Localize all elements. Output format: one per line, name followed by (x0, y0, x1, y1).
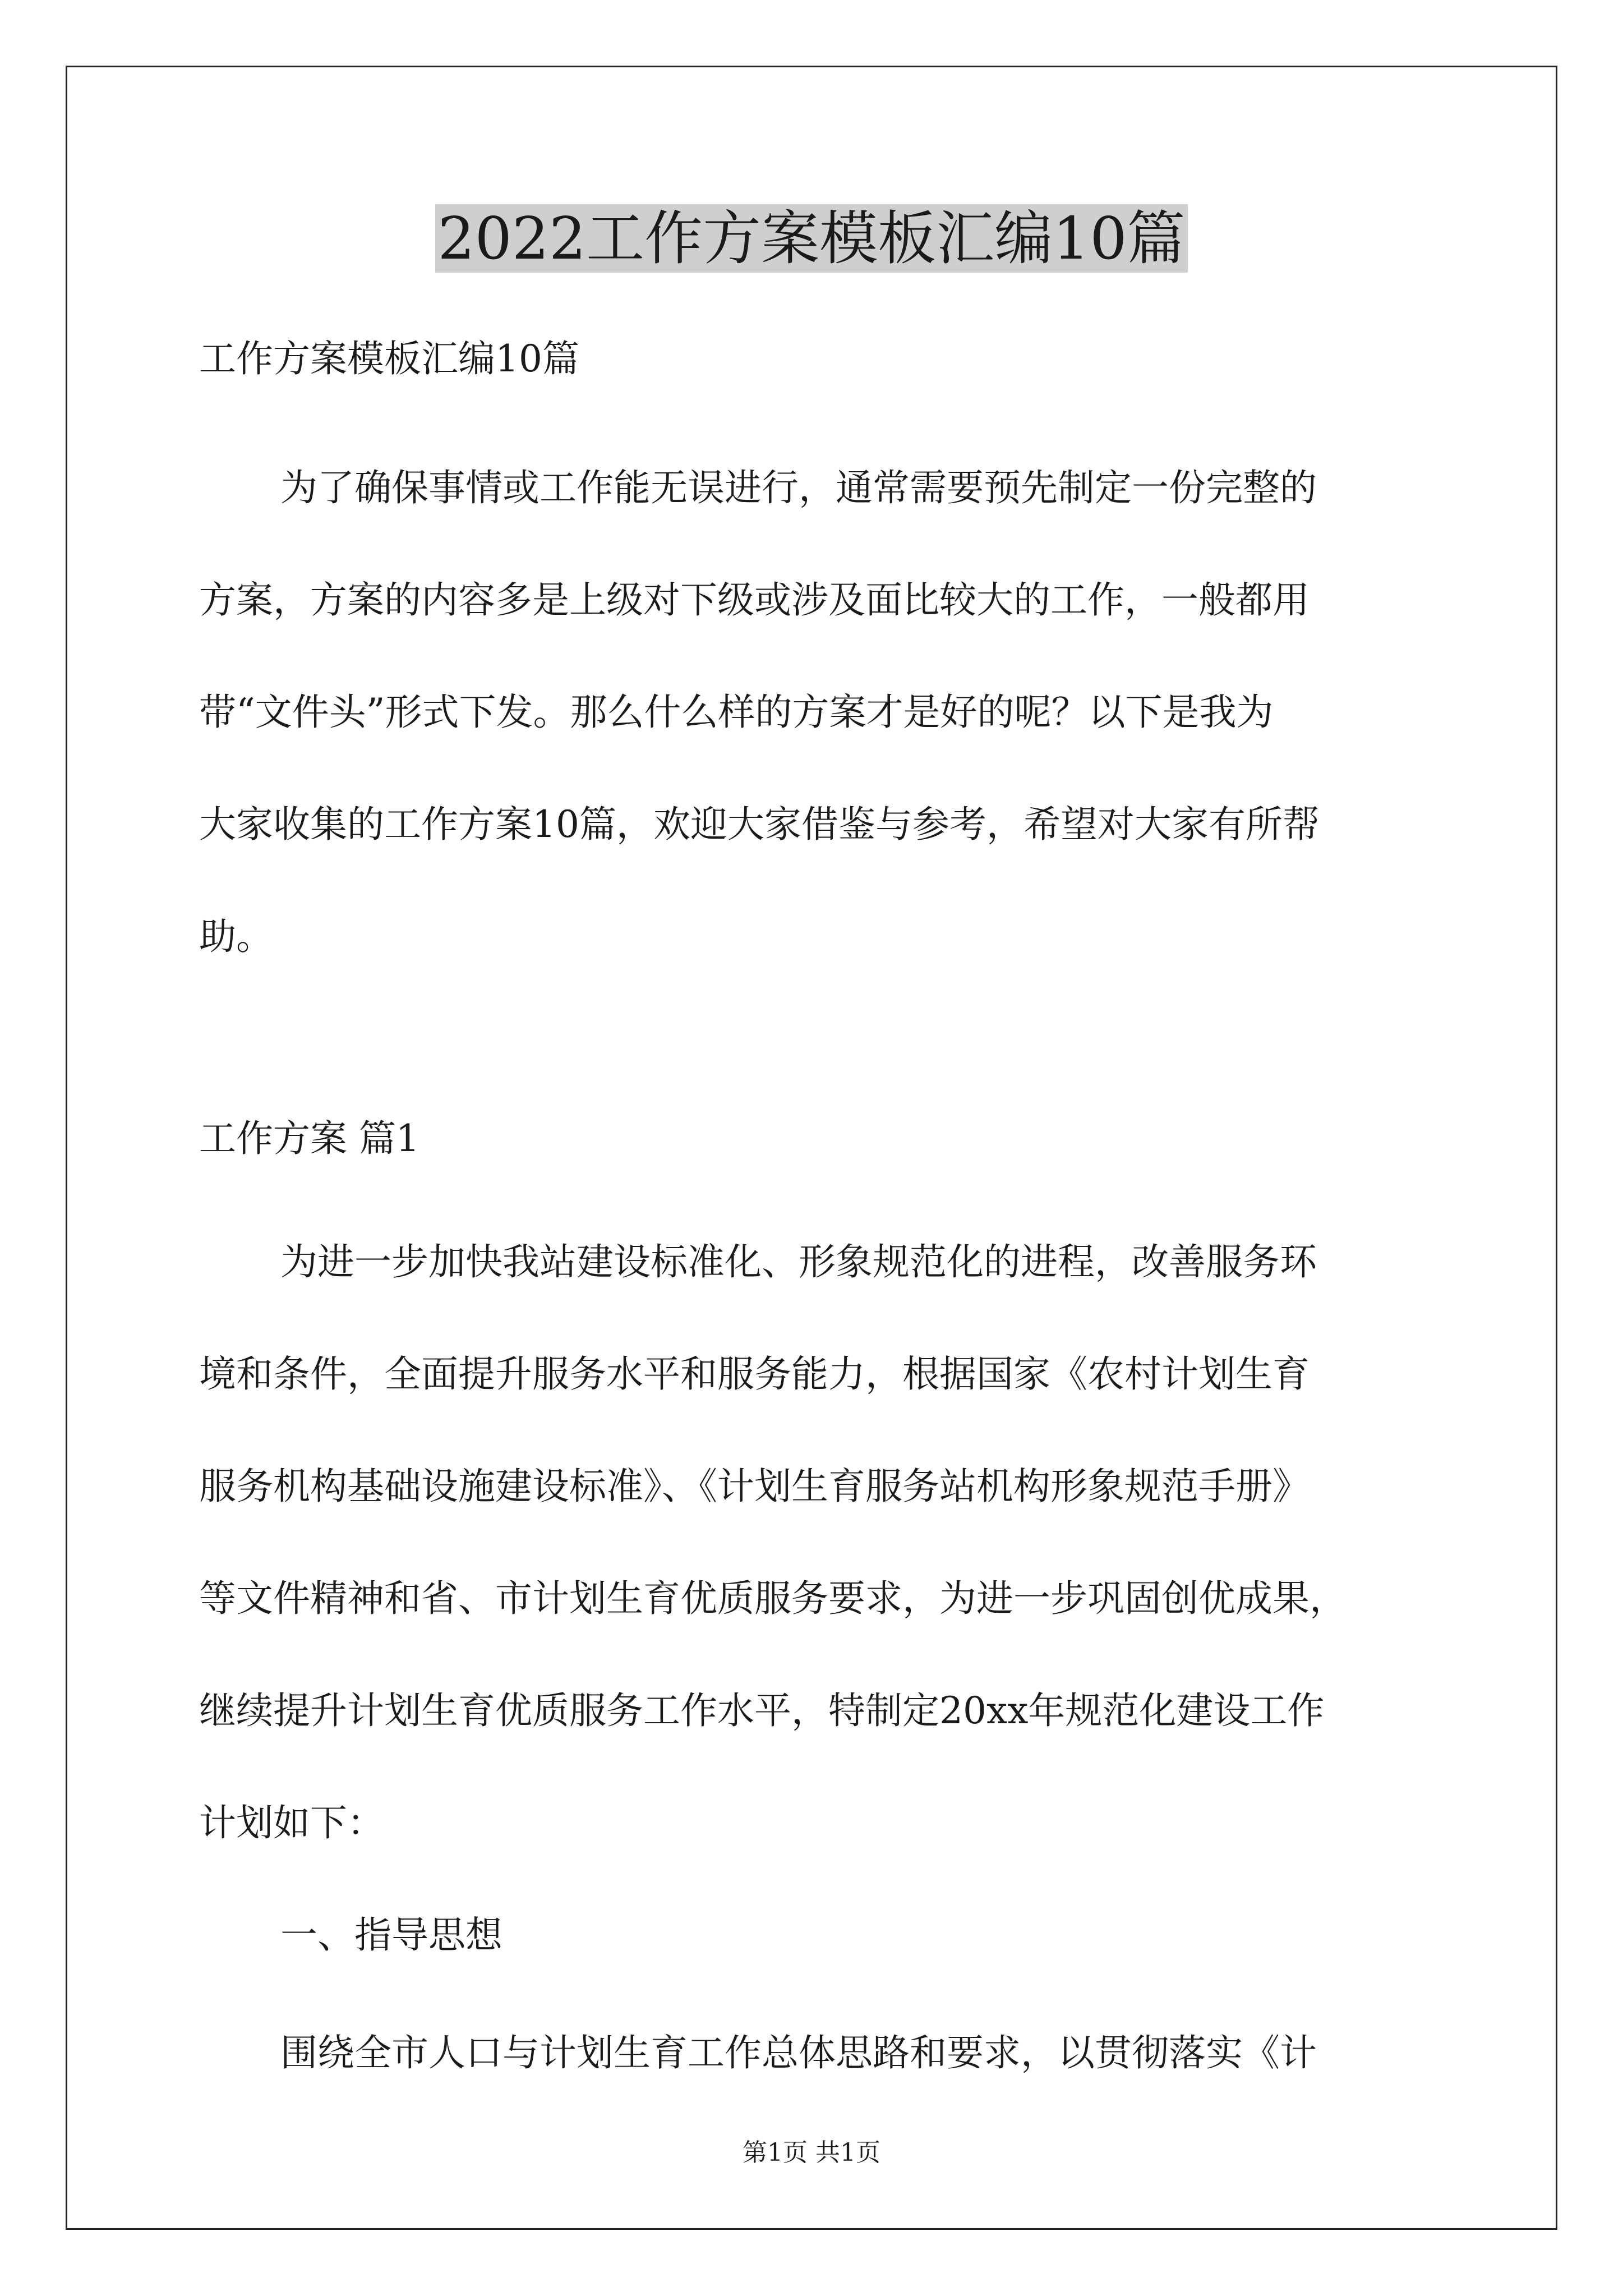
intro-line: 带“文件头”形式下发。那么什么样的方案才是好的呢？以下是我为 (199, 691, 1274, 734)
intro-line: 助。 (199, 915, 273, 958)
document-title-text: 2022工作方案模板汇编10篇 (435, 204, 1187, 273)
intro-line: 大家收集的工作方案10篇，欢迎大家借鉴与参考，希望对大家有所帮 (199, 803, 1320, 846)
intro-line: 为了确保事情或工作能无误进行，通常需要预先制定一份完整的 (280, 466, 1317, 509)
section-line: 围绕全市人口与计划生育工作总体思路和要求，以贯彻落实《计 (280, 2031, 1317, 2074)
section-line: 境和条件，全面提升服务水平和服务能力，根据国家《农村计划生育 (199, 1352, 1310, 1396)
section-line: 服务机构基础设施建设标准》、《计划生育服务站机构形象规范手册》 (199, 1465, 1310, 1508)
section-line: 等文件精神和省、市计划生育优质服务要求，为进一步巩固创优成果， (199, 1577, 1347, 1620)
section-line: 计划如下： (199, 1801, 384, 1844)
document-subtitle: 工作方案模板汇编10篇 (199, 337, 579, 380)
intro-line: 方案，方案的内容多是上级对下级或涉及面比较大的工作，一般都用 (199, 578, 1310, 622)
section-heading: 工作方案 篇1 (199, 1117, 419, 1160)
subheading-guiding-thought: 一、指导思想 (280, 1913, 502, 1957)
page-footer: 第1页 共1页 (743, 2138, 880, 2167)
section-line: 为进一步加快我站建设标准化、形象规范化的进程，改善服务环 (280, 1240, 1317, 1283)
section-line: 继续提升计划生育优质服务工作水平，特制定20xx年规范化建设工作 (199, 1689, 1325, 1732)
document-title (0, 199, 1623, 278)
